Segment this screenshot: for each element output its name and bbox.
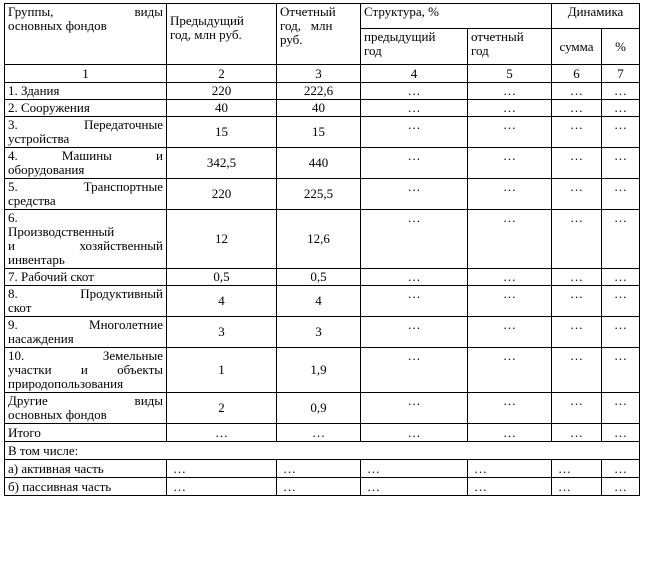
report-year-value: 4 [277,286,361,317]
ellipsis-cell: … [602,286,640,317]
ellipsis-cell: … [468,460,552,478]
group-label-line: 5. Транспортные [8,179,163,194]
group-label [5,100,167,117]
ellipsis-cell: … [602,317,640,348]
group-label-line: насаждения [8,331,74,346]
ellipsis-cell: … [602,83,640,100]
report-year-value: 15 [277,117,361,148]
table-row [5,100,640,117]
ellipsis-cell: … [468,210,552,269]
ellipsis-cell: … [277,460,361,478]
header-struct-prev-line2: год [364,43,382,58]
group-label [5,348,167,393]
active-label: а) активная часть [5,460,167,478]
ellipsis-cell: … [361,269,468,286]
ellipsis-cell: … [361,317,468,348]
group-label [5,83,167,100]
total-row [5,424,640,442]
ellipsis-cell: … [361,179,468,210]
group-label [5,148,167,179]
group-label [5,179,167,210]
ellipsis-cell: … [361,393,468,424]
ellipsis-cell: … [468,148,552,179]
ellipsis-cell: … [602,348,640,393]
ellipsis-cell: … [602,478,640,496]
table-row [5,210,640,269]
ellipsis-cell: … [361,100,468,117]
ellipsis-cell: … [552,210,602,269]
group-label-line: средства [8,193,56,208]
header-prev-year-line1: Предыдущий [170,13,244,28]
table-row [5,179,640,210]
ellipsis-cell: … [277,424,361,442]
ellipsis-cell: … [552,179,602,210]
group-label-line: основных фондов [8,407,107,422]
group-label-line: устройства [8,131,70,146]
group-label [5,286,167,317]
header-groups-line2: основных фондов [8,18,107,33]
prev-year-value: 220 [167,83,277,100]
ellipsis-cell: … [552,460,602,478]
header-report-year [277,4,361,65]
table-footer [5,424,640,496]
ellipsis-cell: … [602,460,640,478]
ellipsis-cell: … [468,117,552,148]
header-prev-year [167,4,277,65]
table-row [5,269,640,286]
group-label-line: участки и объекты [8,362,163,377]
ellipsis-cell: … [552,348,602,393]
col-number: 5 [468,65,552,83]
header-report-year-line1: Отчетный [280,4,336,19]
col-number: 6 [552,65,602,83]
group-label-line: оборудования [8,162,85,177]
ellipsis-cell: … [552,393,602,424]
ellipsis-cell: … [468,393,552,424]
prev-year-value: 2 [167,393,277,424]
group-label [5,317,167,348]
table-row [5,117,640,148]
ellipsis-cell: … [167,424,277,442]
header-groups [5,4,167,65]
ellipsis-cell: … [552,100,602,117]
ellipsis-cell: … [361,148,468,179]
ellipsis-cell: … [552,424,602,442]
header-report-year-line2: год, млн [280,18,333,33]
ellipsis-cell: … [277,478,361,496]
including-label: В том числе: [5,442,640,460]
prev-year-value: 40 [167,100,277,117]
table-row [5,83,640,100]
report-year-value: 1,9 [277,348,361,393]
col-number: 1 [5,65,167,83]
group-label-line: Производственный [8,224,115,239]
header-structure: Структура, % [361,4,552,29]
ellipsis-cell: … [361,117,468,148]
col-number: 2 [167,65,277,83]
ellipsis-cell: … [361,424,468,442]
group-label-line: 7. Рабочий скот [8,269,94,284]
header-dynamics: Динамика [552,4,640,29]
including-row [5,442,640,460]
table-row [5,348,640,393]
ellipsis-cell: … [468,179,552,210]
header-report-year-line3: руб. [280,32,303,47]
report-year-value: 0,9 [277,393,361,424]
ellipsis-cell: … [361,83,468,100]
report-year-value: 12,6 [277,210,361,269]
group-label [5,269,167,286]
ellipsis-cell: … [167,478,277,496]
ellipsis-cell: … [552,269,602,286]
group-label-line: инвентарь [8,252,65,267]
column-number-row [5,65,640,83]
group-label-line: скот [8,300,32,315]
ellipsis-cell: … [468,424,552,442]
ellipsis-cell: … [361,460,468,478]
group-label-line: 9. Многолетние [8,317,163,332]
report-year-value: 225,5 [277,179,361,210]
ellipsis-cell: … [552,286,602,317]
ellipsis-cell: … [602,393,640,424]
header-struct-prev-line1: предыдущий [364,29,436,44]
header-struct-prev [361,29,468,65]
report-year-value: 222,6 [277,83,361,100]
ellipsis-cell: … [361,210,468,269]
header-percent: % [602,29,640,65]
passive-label: б) пассивная часть [5,478,167,496]
col-number: 4 [361,65,468,83]
ellipsis-cell: … [552,478,602,496]
ellipsis-cell: … [602,424,640,442]
ellipsis-cell: … [552,83,602,100]
group-label [5,117,167,148]
ellipsis-cell: … [468,269,552,286]
col-number: 3 [277,65,361,83]
header-groups-line1: Группы, виды [8,4,163,19]
group-label-line: 6. [8,210,18,225]
report-year-value: 0,5 [277,269,361,286]
ellipsis-cell: … [167,460,277,478]
group-label [5,393,167,424]
ellipsis-cell: … [468,317,552,348]
header-struct-report-line1: отчетный [471,29,524,44]
data-rows [5,83,640,424]
prev-year-value: 4 [167,286,277,317]
group-label-line: 4. Машины и [8,148,163,163]
ellipsis-cell: … [361,286,468,317]
ellipsis-cell: … [602,148,640,179]
table-body [5,4,640,83]
header-sum: сумма [552,29,602,65]
ellipsis-cell: … [602,100,640,117]
ellipsis-cell: … [468,348,552,393]
header-struct-report [468,29,552,65]
ellipsis-cell: … [602,117,640,148]
group-label-line: 1. Здания [8,83,60,98]
fixed-assets-table [4,3,640,496]
group-label-line: 3. Передаточные [8,117,163,132]
prev-year-value: 1 [167,348,277,393]
total-label: Итого [5,424,167,442]
header-struct-report-line2: год [471,43,489,58]
group-label-line: 8. Продуктивный [8,286,163,301]
report-year-value: 3 [277,317,361,348]
prev-year-value: 15 [167,117,277,148]
prev-year-value: 12 [167,210,277,269]
report-year-value: 40 [277,100,361,117]
ellipsis-cell: … [468,478,552,496]
table-row [5,317,640,348]
active-part-row [5,460,640,478]
ellipsis-cell: … [602,269,640,286]
prev-year-value: 0,5 [167,269,277,286]
group-label-line: 10. Земельные [8,348,163,363]
passive-part-row [5,478,640,496]
ellipsis-cell: … [602,210,640,269]
ellipsis-cell: … [552,117,602,148]
group-label-line: 2. Сооружения [8,100,90,115]
group-label-line: и хозяйственный [8,238,163,253]
header-prev-year-line2: год, млн руб. [170,27,242,42]
ellipsis-cell: … [468,286,552,317]
group-label [5,210,167,269]
report-year-value: 440 [277,148,361,179]
table-row [5,286,640,317]
group-label-line: Другие виды [8,393,163,408]
ellipsis-cell: … [552,317,602,348]
prev-year-value: 342,5 [167,148,277,179]
col-number: 7 [602,65,640,83]
ellipsis-cell: … [361,478,468,496]
prev-year-value: 3 [167,317,277,348]
ellipsis-cell: … [552,148,602,179]
ellipsis-cell: … [468,83,552,100]
group-label-line: природопользования [8,376,124,391]
ellipsis-cell: … [361,348,468,393]
ellipsis-cell: … [468,100,552,117]
table-row [5,393,640,424]
table-row [5,148,640,179]
prev-year-value: 220 [167,179,277,210]
ellipsis-cell: … [602,179,640,210]
